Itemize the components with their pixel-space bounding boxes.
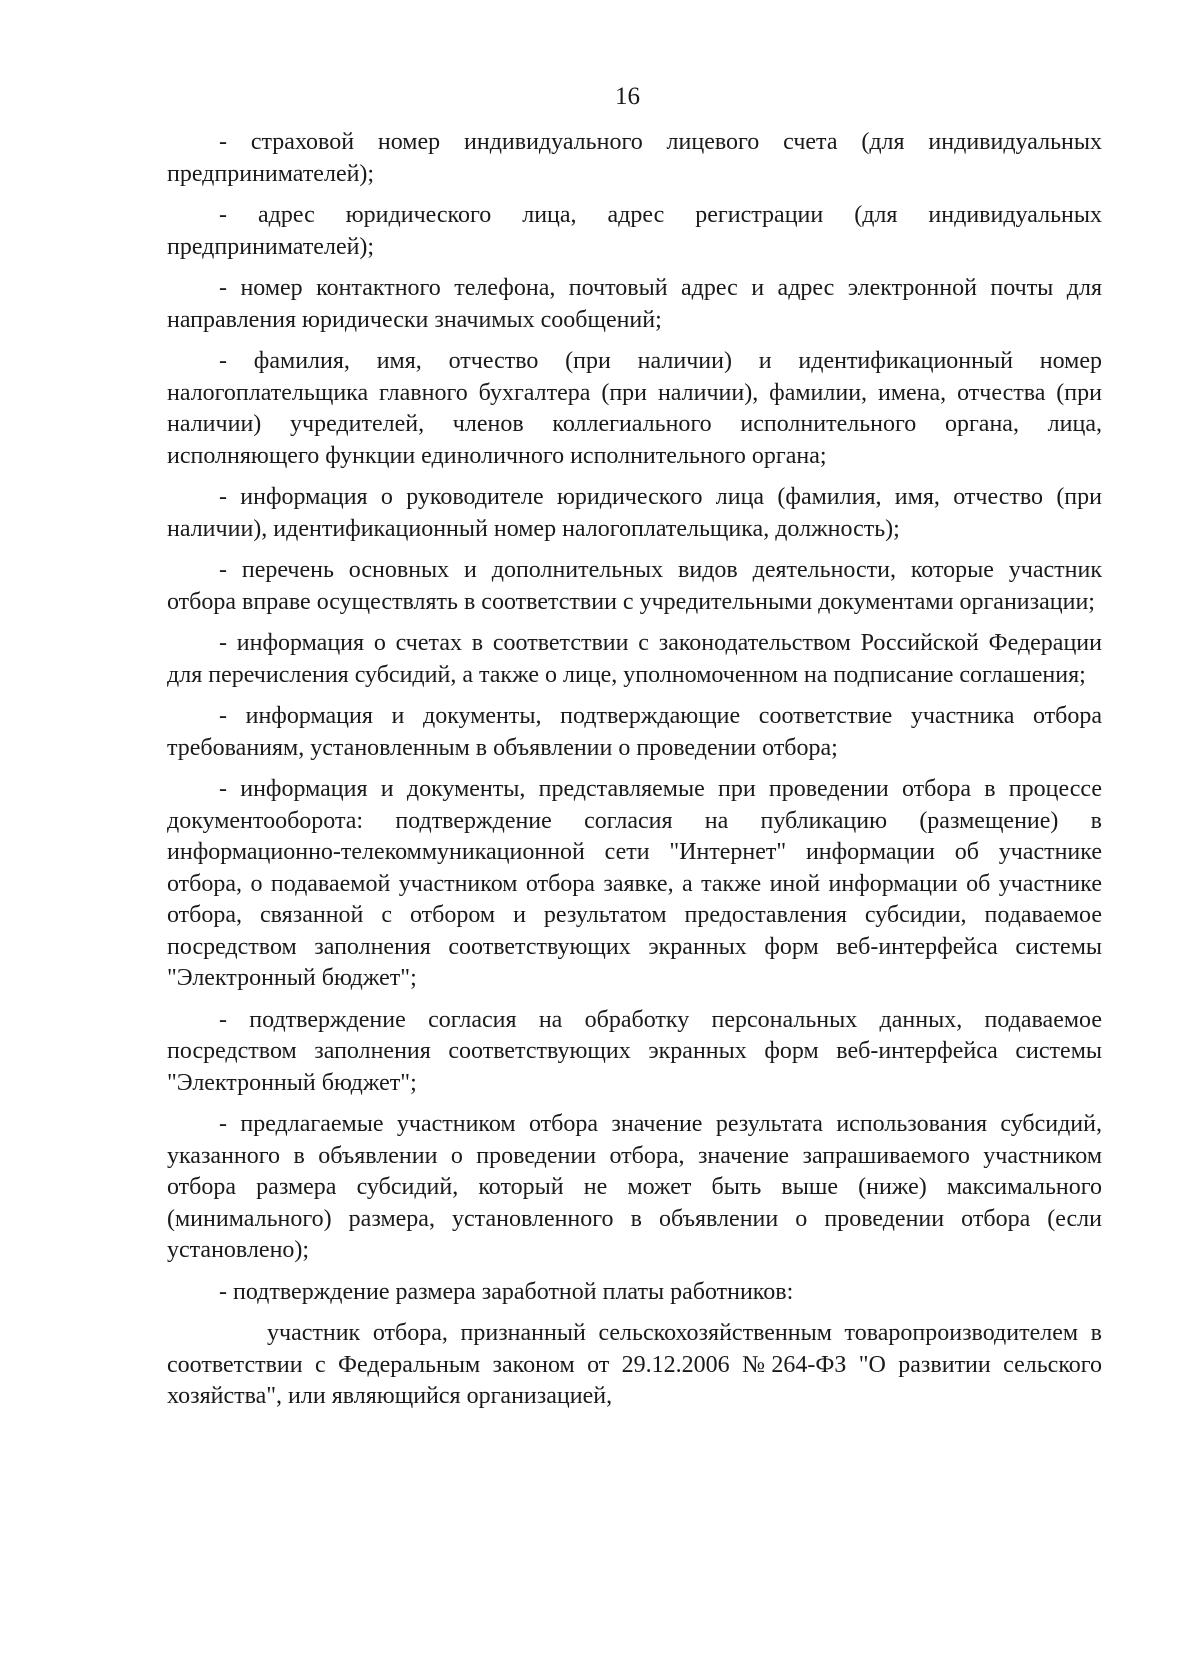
list-item-personal-data-consent: - подтверждение согласия на обработку персональных данных, подаваемое посредством заполнения соответствующих экранных форм веб-интерфейса системы "Электронный бюджет"; xyxy=(167,1006,1102,1096)
list-item-activities: - перечень основных и дополнительных видов деятельности, которые участник отбора вправе осуществлять в соответствии с учредительными документами организации; xyxy=(167,557,1102,615)
list-item-publication-consent: - информация и документы, представляемые при проведении отбора в процессе документооборота: подтверждение согласия на публикацию (размещение) в информационно-телекоммуникационной сети "Интернет" информации об участнике отбора, о подаваемой участником отбора заявке, а также иной информации об участнике отбора, связанной с отбором и результатом предоставления субсидии, подаваемое посредством заполнения соответствующих экранных форм веб-интерфейса системы "Электронный бюджет"; xyxy=(167,776,1102,991)
document-body xyxy=(167,127,1102,1423)
list-item-head-info: - информация о руководителе юридического лица (фамилия, имя, отчество (при наличии), идентификационный номер налогоплательщика, должность); xyxy=(167,484,1102,542)
list-item-address: - адрес юридического лица, адрес регистрации (для индивидуальных предпринимателей); xyxy=(167,202,1102,260)
list-item-snils: - страховой номер индивидуального лицевого счета (для индивидуальных предпринимателей); xyxy=(167,129,1102,187)
page-number: 16 xyxy=(615,83,640,110)
list-item-contacts: - номер контактного телефона, почтовый адрес и адрес электронной почты для направления юридически значимых сообщений; xyxy=(167,275,1102,333)
list-item-result-and-amount: - предлагаемые участником отбора значение результата использования субсидий, указанного в объявлении о проведении отбора, значение запрашиваемого участником отбора размера субсидий, который не может быть выше (ниже) максимального (минимального) размера, установленного в объявлении о проведении отбора (если установлено); xyxy=(167,1111,1102,1263)
list-item-compliance-docs: - информация и документы, подтверждающие соответствие участника отбора требованиям, установленным в объявлении о проведении отбора; xyxy=(167,703,1102,761)
list-item-accounts: - информация о счетах в соответствии с законодательством Российской Федерации для перечисления субсидий, а также о лице, уполномоченном на подписание соглашения; xyxy=(167,630,1102,688)
list-item-salary-confirmation: - подтверждение размера заработной платы работников: xyxy=(219,1278,794,1305)
paragraph-agricultural-producer: участник отбора, признанный сельскохозяйственным товаропроизводителем в соответствии с Федеральным законом от 29.12.2006 №264-ФЗ "О развитии сельского хозяйства", или являющийся организацией, xyxy=(167,1320,1102,1409)
list-item-accountant-founders: - фамилия, имя, отчество (при наличии) и идентификационный номер налогоплательщика главного бухгалтера (при наличии), фамилии, имена, отчества (при наличии) учредителей, членов коллегиального исполнительного органа, лица, исполняющего функции единоличного исполнительного органа; xyxy=(167,348,1102,469)
